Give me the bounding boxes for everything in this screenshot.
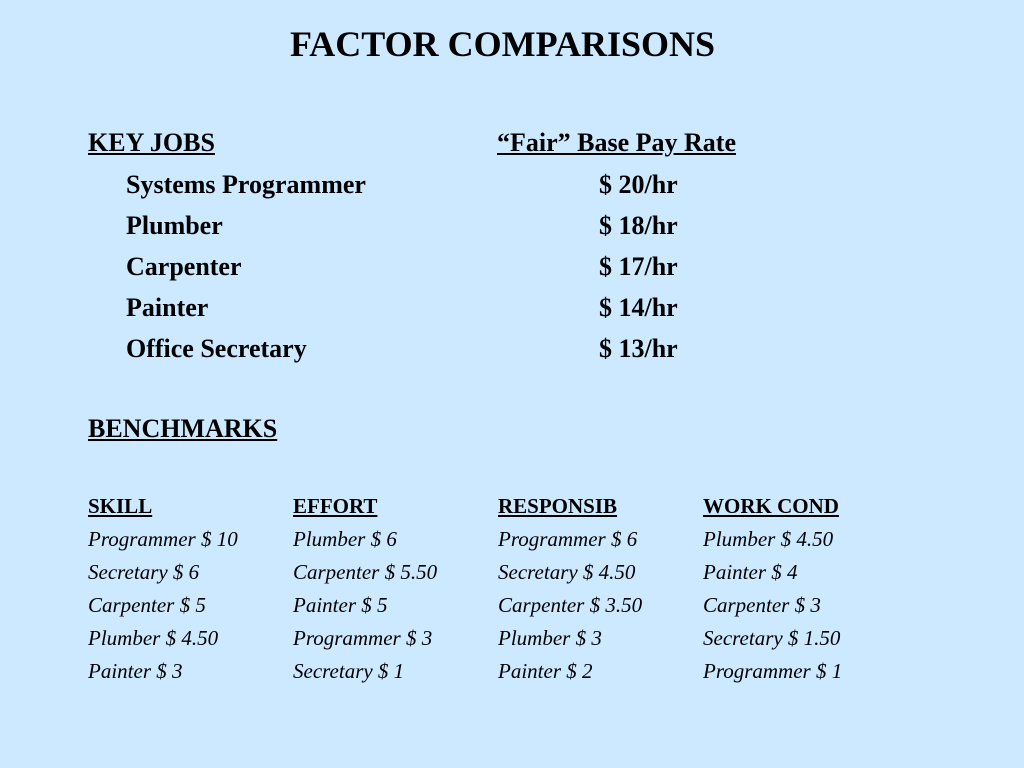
key-job-row xyxy=(0,334,1024,375)
benchmark-item: Plumber $ 3 xyxy=(498,626,602,650)
benchmark-column-header: RESPONSIB xyxy=(498,494,618,518)
key-job-name: Carpenter xyxy=(126,252,242,281)
benchmark-item: Secretary $ 1 xyxy=(293,659,405,683)
key-job-row xyxy=(0,170,1024,211)
benchmark-column-header: WORK COND xyxy=(703,494,839,518)
benchmark-item: Plumber $ 6 xyxy=(293,527,397,551)
benchmark-column-work-conditions xyxy=(703,492,903,690)
key-job-rate: $ 20/hr xyxy=(599,170,678,199)
key-job-name: Plumber xyxy=(126,211,223,240)
key-job-rate: $ 13/hr xyxy=(599,334,678,363)
benchmark-item: Secretary $ 1.50 xyxy=(703,626,841,650)
key-job-name: Systems Programmer xyxy=(126,170,366,199)
key-job-row xyxy=(0,293,1024,334)
key-job-name: Painter xyxy=(126,293,209,322)
benchmark-column-effort xyxy=(293,492,493,690)
benchmark-item: Carpenter $ 3 xyxy=(703,593,821,617)
benchmark-column-header: EFFORT xyxy=(293,494,378,518)
benchmark-item: Carpenter $ 3.50 xyxy=(498,593,643,617)
benchmark-item: Carpenter $ 5 xyxy=(88,593,206,617)
key-job-row xyxy=(0,252,1024,293)
benchmark-column-header: SKILL xyxy=(88,494,153,518)
benchmark-column-responsibility xyxy=(498,492,698,690)
slide-title: FACTOR COMPARISONS xyxy=(289,24,716,64)
benchmark-item: Programmer $ 6 xyxy=(498,527,638,551)
benchmark-item: Painter $ 3 xyxy=(88,659,183,683)
benchmark-item: Painter $ 2 xyxy=(498,659,593,683)
benchmark-item: Secretary $ 6 xyxy=(88,560,200,584)
benchmark-item: Secretary $ 4.50 xyxy=(498,560,636,584)
key-job-row xyxy=(0,211,1024,252)
benchmark-item: Carpenter $ 5.50 xyxy=(293,560,438,584)
benchmark-item: Programmer $ 1 xyxy=(703,659,843,683)
key-job-rate: $ 14/hr xyxy=(599,293,678,322)
key-jobs-list xyxy=(0,170,1024,375)
key-job-rate: $ 18/hr xyxy=(599,211,678,240)
fair-base-pay-rate-heading: “Fair” Base Pay Rate xyxy=(497,128,737,157)
key-job-name: Office Secretary xyxy=(126,334,307,363)
benchmark-item: Plumber $ 4.50 xyxy=(703,527,834,551)
key-job-rate: $ 17/hr xyxy=(599,252,678,281)
benchmark-item: Painter $ 5 xyxy=(293,593,388,617)
benchmark-column-skill xyxy=(88,492,288,690)
benchmark-item: Painter $ 4 xyxy=(703,560,798,584)
key-jobs-heading: KEY JOBS xyxy=(88,128,215,157)
benchmark-item: Programmer $ 10 xyxy=(88,527,238,551)
benchmark-item: Plumber $ 4.50 xyxy=(88,626,219,650)
benchmarks-heading: BENCHMARKS xyxy=(88,414,278,443)
benchmark-item: Programmer $ 3 xyxy=(293,626,433,650)
